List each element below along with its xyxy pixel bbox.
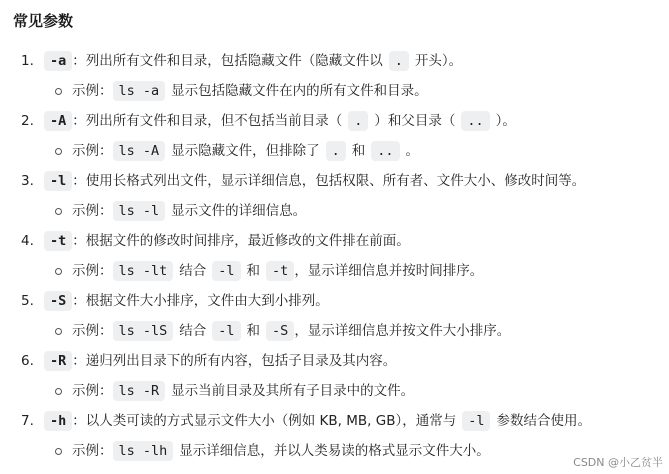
example-label: 示例： bbox=[72, 143, 113, 159]
example-text: 显示当前目录及其所有子目录中的文件。 bbox=[171, 383, 415, 399]
watermark: CSDN @小乙贫半 bbox=[573, 456, 663, 469]
inline-code: .. bbox=[461, 111, 489, 131]
item-description: 列出所有文件和目录，包括隐藏文件（隐藏文件以 bbox=[85, 53, 383, 69]
conjunction: 和 bbox=[246, 323, 261, 339]
item-description-tail: ）。 bbox=[495, 113, 516, 129]
inline-code: .. bbox=[371, 141, 399, 161]
example-end: 。 bbox=[405, 143, 420, 159]
item-number: 3. bbox=[21, 173, 34, 189]
item-number: 2. bbox=[21, 113, 34, 129]
bullet-icon bbox=[55, 208, 62, 215]
flag-code: -a bbox=[44, 51, 72, 71]
conjunction: 和 bbox=[246, 263, 261, 279]
inline-code: . bbox=[348, 111, 368, 131]
inline-code: -l bbox=[212, 321, 240, 341]
bullet-icon bbox=[55, 268, 62, 275]
example-text: 显示文件的详细信息。 bbox=[171, 203, 307, 219]
bullet-icon bbox=[55, 448, 62, 455]
item-number: 6. bbox=[21, 353, 34, 369]
separator: ： bbox=[72, 113, 86, 129]
item-number: 7. bbox=[21, 413, 34, 429]
example-command: ls -lS bbox=[113, 321, 174, 341]
inline-code: . bbox=[326, 141, 346, 161]
example-label: 示例： bbox=[72, 83, 113, 99]
flag-code: -l bbox=[44, 171, 72, 191]
item-description-tail: 开头）。 bbox=[414, 53, 463, 69]
separator: ： bbox=[72, 173, 86, 189]
item-description: 递归列出目录下的所有内容，包括子目录及其内容。 bbox=[85, 353, 397, 369]
example-label: 示例： bbox=[72, 383, 113, 399]
combine-word: 结合 bbox=[179, 263, 207, 279]
inline-code: -l bbox=[462, 411, 490, 431]
inline-code: -S bbox=[266, 321, 294, 341]
example-text: 显示包括隐藏文件在内的所有文件和目录。 bbox=[171, 83, 428, 99]
separator: ： bbox=[72, 413, 86, 429]
conjunction: 和 bbox=[351, 143, 366, 159]
inline-code: -l bbox=[212, 261, 240, 281]
bullet-icon bbox=[55, 388, 62, 395]
example-command: ls -l bbox=[113, 201, 166, 221]
section-heading: 常见参数 bbox=[13, 12, 74, 30]
example-text: 显示隐藏文件，但排除了 bbox=[171, 143, 320, 159]
separator: ： bbox=[72, 353, 86, 369]
item-description: 根据文件的修改时间排序，最近修改的文件排在前面。 bbox=[85, 233, 410, 249]
item-number: 5. bbox=[21, 293, 34, 309]
separator: ： bbox=[72, 233, 86, 249]
item-description-mid: ）和父目录（ bbox=[374, 113, 456, 129]
inline-code: . bbox=[389, 51, 409, 71]
example-label: 示例： bbox=[72, 323, 113, 339]
flag-code: -h bbox=[44, 411, 72, 431]
item-number: 1. bbox=[21, 53, 34, 69]
item-description: 列出所有文件和目录，但不包括当前目录（ bbox=[85, 113, 343, 129]
combine-word: 结合 bbox=[179, 323, 207, 339]
separator: ： bbox=[72, 53, 86, 69]
bullet-icon bbox=[55, 328, 62, 335]
bullet-icon bbox=[55, 88, 62, 95]
inline-code: -t bbox=[266, 261, 294, 281]
bullet-icon bbox=[55, 148, 62, 155]
flag-code: -S bbox=[44, 291, 72, 311]
example-command: ls -R bbox=[113, 381, 166, 401]
item-description: 根据文件大小排序，文件由大到小排列。 bbox=[85, 293, 329, 309]
example-text: 显示详细信息，并以人类易读的格式显示文件大小。 bbox=[179, 443, 490, 459]
flag-code: -t bbox=[44, 231, 72, 251]
flag-code: -A bbox=[44, 111, 72, 131]
example-label: 示例： bbox=[72, 203, 113, 219]
separator: ： bbox=[72, 293, 86, 309]
example-command: ls -lh bbox=[113, 441, 174, 461]
example-text: ，显示详细信息并按时间排序。 bbox=[294, 263, 484, 279]
item-number: 4. bbox=[21, 233, 34, 249]
example-text: ，显示详细信息并按文件大小排序。 bbox=[294, 323, 511, 339]
example-label: 示例： bbox=[72, 443, 113, 459]
example-command: ls -A bbox=[113, 141, 166, 161]
item-description: 使用长格式列出文件，显示详细信息，包括权限、所有者、文件大小、修改时间等。 bbox=[85, 173, 586, 189]
item-description: 以人类可读的方式显示文件大小（例如 KB, MB, GB），通常与 bbox=[85, 413, 457, 429]
example-label: 示例： bbox=[72, 263, 113, 279]
example-command: ls -lt bbox=[113, 261, 174, 281]
flag-code: -R bbox=[44, 351, 72, 371]
example-command: ls -a bbox=[113, 81, 166, 101]
item-description-tail: 参数结合使用。 bbox=[496, 413, 591, 429]
